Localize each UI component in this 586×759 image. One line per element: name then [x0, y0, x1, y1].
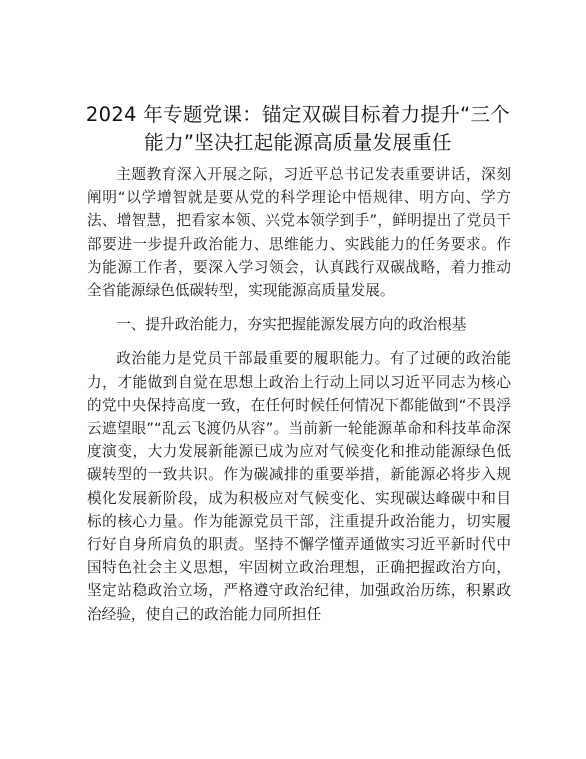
document-title: 2024 年专题党课：锚定双碳目标着力提升“三个能力”坚决扛起能源高质量发展重任 [85, 103, 511, 154]
section-heading-1: 一、提升政治能力，夯实把握能源发展方向的政治根基 [116, 316, 467, 334]
section-1-paragraph: 政治能力是党员干部最重要的履职能力。有了过硬的政治能力，才能做到自觉在思想上政治上行动上同以习近平同志为核心的党中央保持高度一致，在任何时候任何情况下都能做到“不畏浮云遮望眼”“乱云飞渡仍从容”。当前新一轮能源革命和科技革命深度演变，大力发展新能源已成为应对气候变化和推动能源绿色低碳转型的一致共识。作为碳减排的重要举措，新能源必将步入规模化发展新阶段，成为积极应对气候变化、实现碳达峰碳中和目标的核心力量。作为能源党员干部，注重提升政治能力，切实履行好自身所肩负的职责。坚持不懈学懂弄通做实习近平新时代中国特色社会主义思想，牢固树立政治理想，正确把握政治方向，坚定站稳政治立场，严格遵守政治纪律，加强政治历练，积累政治经验，使自己的政治能力同所担任 [87, 350, 511, 623]
intro-paragraph: 主题教育深入开展之际，习近平总书记发表重要讲话，深刻阐明“以学增智就是要从党的科学理论中悟规律、明方向、学方法、增智慧，把看家本领、兴党本领学到手”，鲜明提出了党员干部要进一步提升政治能力、思维能力、实践能力的任务要求。作为能源工作者，要深入学习领会，认真践行双碳战略，着力推动全省能源绿色低碳转型，实现能源高质量发展。 [87, 166, 511, 300]
document-body [87, 163, 511, 626]
